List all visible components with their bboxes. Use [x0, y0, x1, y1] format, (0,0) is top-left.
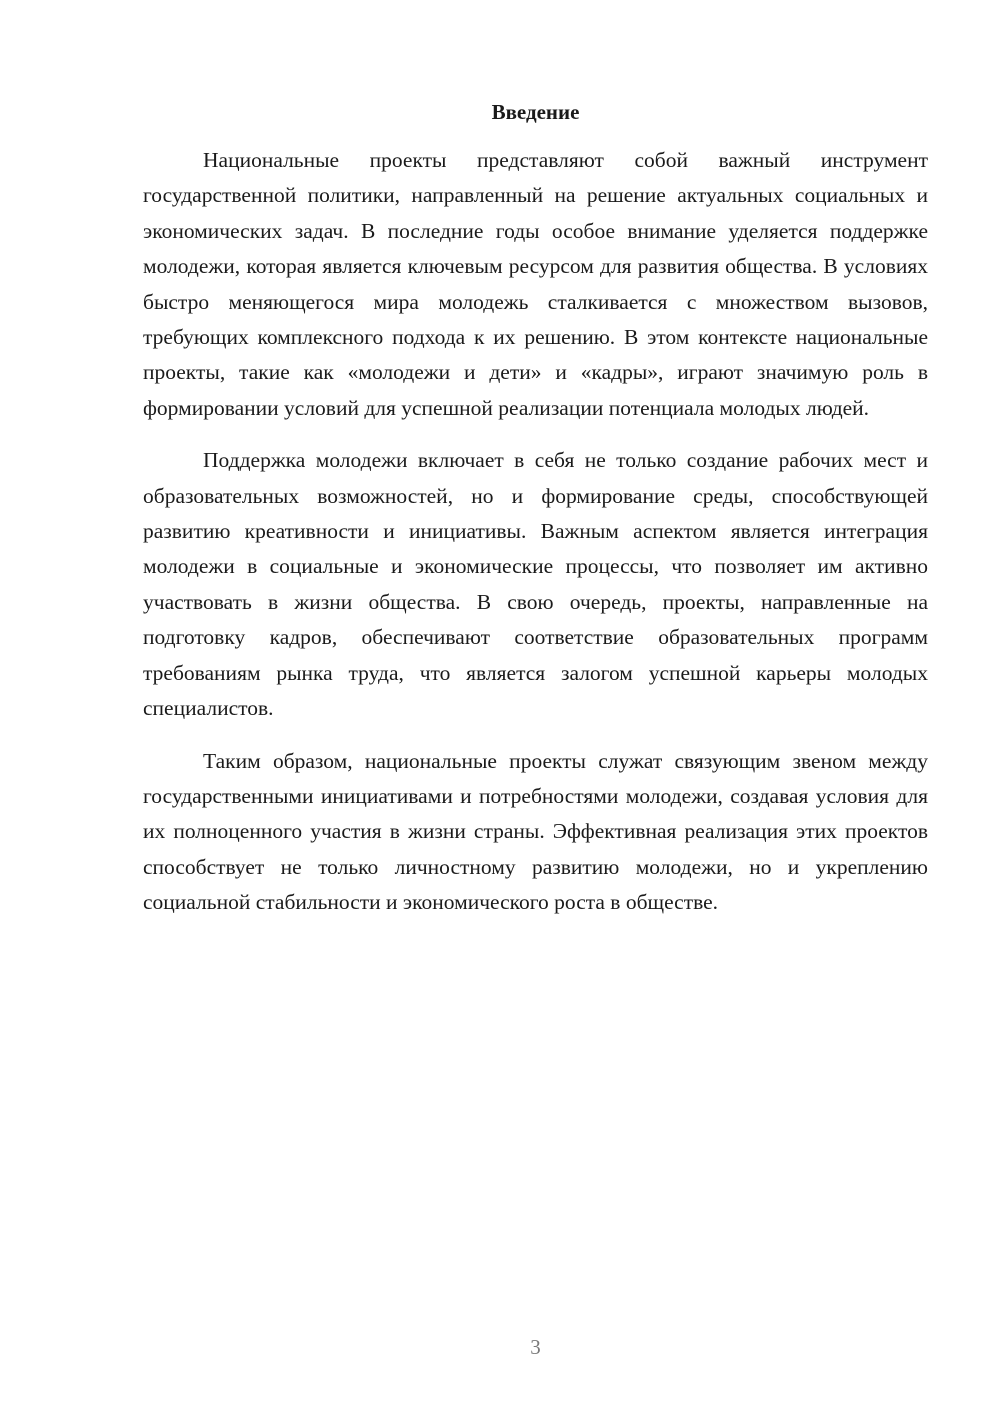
page-heading: Введение — [491, 100, 580, 124]
paragraph-2: Поддержка молодежи включает в себя не только создание рабочих мест и образовательных возможностей, но и формирование среды, способствующей развитию креативности и инициативы. Важным аспектом является интеграция молодежи в социальные и экономические процессы, что позволяет им активно участвовать в жизни общества. В свою очередь, проекты, направленные на подготовку кадров, обеспечивают соответствие образовательных программ требованиям рынка труда, что является залогом успешной карьеры молодых специалистов. — [143, 448, 928, 721]
paragraph-1: Национальные проекты представляют собой важный инструмент государственной политики, направленный на решение актуальных социальных и экономических задач. В последние годы особое внимание уделяется поддержке молодежи, которая является ключевым ресурсом для развития общества. В условиях быстро меняющегося мира молодежь сталкивается с множеством вызовов, требующих комплексного подхода к их решению. В этом контексте национальные проекты, такие как «молодежи и дети» и «кадры», играют значимую роль в формировании условий для успешной реализации потенциала молодых людей. — [143, 148, 928, 420]
body-text — [143, 143, 928, 938]
page-number: 3 — [530, 1335, 541, 1359]
paragraph-3: Таким образом, национальные проекты служат связующим звеном между государственными инициативами и потребностями молодежи, создавая условия для их полноценного участия в жизни страны. Эффективная реализация этих проектов способствует не только личностному развитию молодежи, но и укреплению социальной стабильности и экономического роста в обществе. — [143, 748, 928, 915]
